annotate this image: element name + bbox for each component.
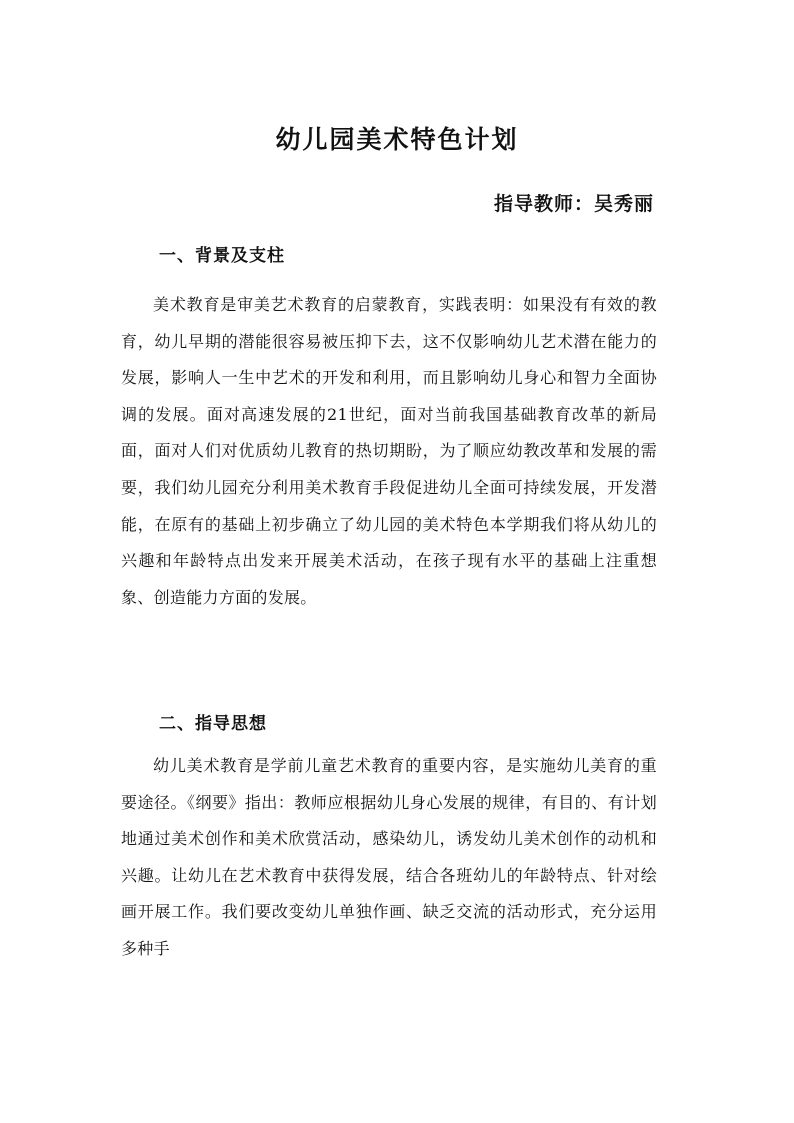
section-heading-guiding-ideology: 二、指导思想 (159, 714, 267, 734)
section-heading-background: 一、背景及支柱 (159, 246, 285, 266)
section-paragraph-guiding-ideology: 幼儿美术教育是学前儿童艺术教育的重要内容，是实施幼儿美育的重要途径。《纲要》指出：教师应根据幼儿身心发展的规律，有目的、有计划地通过美术创作和美术欣赏活动，感染幼儿，诱发幼儿美术创作的动机和兴趣。让幼儿在艺术教育中获得发展，结合各班幼儿的年龄特点、针对绘画开展工作。我们要改变幼儿单独作画、缺乏交流的活动形式，充分运用多种手 (121, 756, 657, 958)
section-paragraph-background: 美术教育是审美艺术教育的启蒙教育，实践表明：如果没有有效的教育，幼儿早期的潜能很容易被压抑下去，这不仅影响幼儿艺术潜在能力的发展，影响人一生中艺术的开发和利用，而且影响幼儿身心和智力全面协调的发展。面对高速发展的21世纪，面对当前我国基础教育改革的新局面，面对人们对优质幼儿教育的热切期盼，为了顺应幼教改革和发展的需要，我们幼儿园充分利用美术教育手段促进幼儿全面可持续发展，开发潜能，在原有的基础上初步确立了幼儿园的美术特色本学期我们将从幼儿的兴趣和年龄特点出发来开展美术活动，在孩子现有水平的基础上注重想象、创造能力方面的发展。 (121, 295, 657, 607)
author-line: 指导教师：吴秀丽 (493, 193, 654, 215)
document-title: 幼儿园美术特色计划 (275, 125, 519, 154)
